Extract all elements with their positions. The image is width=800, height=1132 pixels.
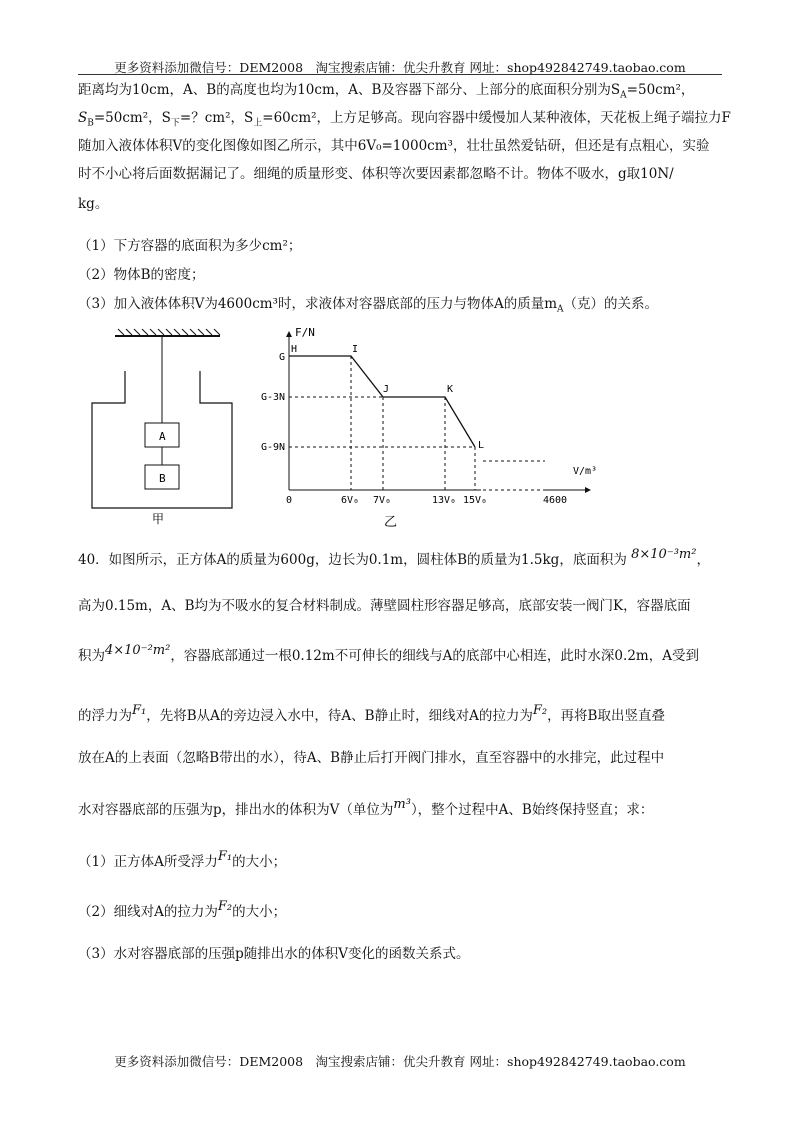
q40-line6: 水对容器底部的压强为p，排出水的体积为V（单位为m³），整个过程中A、B始终保持竖直；求： — [78, 797, 654, 818]
page-header: 更多资料添加微信号：DEM2008 淘宝搜索店铺：优尖升教育 网址：shop492842749.taobao.com — [114, 60, 686, 75]
header-rule — [78, 74, 722, 75]
q39-sub1: （1）下方容器的底面积为多少cm²； — [78, 238, 302, 254]
math-8e-3: 8×10⁻³m² — [631, 547, 697, 562]
q39-line1: 距离均为10cm，A、B的高度也均为10cm，A、B及容器下部分、上部分的底面积分别为$S_A=50cm^2$， — [78, 82, 695, 101]
point-h: H — [291, 344, 298, 355]
point-j: J — [383, 384, 390, 395]
q40-sub1: （1）正方体A所受浮力F₁的大小； — [78, 849, 287, 870]
q40-line3: 积为4×10⁻²m²，容器底部通过一根0.12m不可伸长的细线与A的底部中心相连，此时水深0.2m，A受到 — [78, 643, 699, 664]
math-f2: F₂ — [532, 703, 548, 718]
figure-yi-caption: 乙 — [384, 515, 398, 530]
block-a-label: A — [159, 430, 166, 443]
point-l: L — [478, 440, 485, 451]
math-m3: m³ — [393, 797, 411, 812]
q40-line5: 放在A的上表面（忽略B带出的水），待A、B静止后打开阀门排水，直至容器中的水排完，此过程中 — [78, 750, 665, 766]
y-tick-g: G — [279, 352, 286, 363]
q40-sub2: （2）细线对A的拉力为F₂的大小； — [78, 899, 287, 920]
x-tick-4600: 4600 — [543, 495, 568, 506]
q39-sub2: （2）物体B的密度； — [78, 267, 205, 283]
block-b-label: B — [159, 472, 166, 485]
q40-line4: 的浮力为F₁，先将B从A的旁边浸入水中，待A、B静止时，细线对A的拉力为F₂，再将B取出竖直叠 — [78, 703, 665, 724]
x-tick-6v0: 6V₀ — [341, 495, 360, 506]
x-axis-label: V/m³ — [573, 466, 598, 477]
x-tick-13v0: 13V₀ — [432, 495, 457, 506]
x-tick-7v0: 7V₀ — [373, 495, 392, 506]
y-tick-g9: G-9N — [261, 442, 286, 453]
x-tick-0: 0 — [286, 495, 293, 506]
point-k: K — [447, 384, 454, 395]
q40-line2: 高为0.15m，A、B均为不吸水的复合材料制成。薄壁圆柱形容器足够高，底部安装一阀门K，容器底面 — [78, 598, 691, 614]
q39-sub3: （3）加入液体体积V为4600cm³时，求液体对容器底部的压力与物体A的质量$m_A$（克）的关系。 — [78, 296, 659, 315]
q39-line2: $S_B=50cm^2$，$S_下=$？cm²，$S_上=60cm^2$，上方足够高。现向容器中缓慢加人某种液体，天花板上绳子端拉力F — [78, 110, 731, 129]
x-tick-15v0: 15V₀ — [463, 495, 488, 506]
figure-jia — [80, 328, 260, 528]
math-4e-2: 4×10⁻²m² — [105, 643, 171, 658]
y-axis-label: F/N — [295, 326, 315, 339]
q39-line5: kg。 — [78, 196, 109, 212]
figure-yi-graph — [255, 322, 615, 532]
math-f1-sub: F₁ — [217, 849, 233, 864]
q40-line1: 40．如图所示，正方体A的质量为600g，边长为0.1m，圆柱体B的质量为1.5kg，底面积为 8×10⁻³m²， — [78, 547, 710, 568]
q39-line4: 时不小心将后面数据漏记了。细绳的质量形变、体积等次要因素都忽略不计。物体不吸水，g取10N/ — [78, 166, 674, 182]
figure-jia-caption: 甲 — [152, 512, 165, 526]
y-tick-g3: G-3N — [261, 392, 286, 403]
page-footer: 更多资料添加微信号：DEM2008 淘宝搜索店铺：优尖升教育 网址：shop492842749.taobao.com — [114, 1054, 686, 1069]
math-f2-sub: F₂ — [217, 899, 233, 914]
point-i: I — [352, 344, 359, 355]
math-f1: F₁ — [132, 703, 147, 718]
force-curve — [289, 356, 475, 447]
q40-sub3: （3）水对容器底部的压强p随排出水的体积V变化的函数关系式。 — [78, 946, 470, 962]
q39-line3: 随加入液体体积V的变化图像如图乙所示，其中6V₀=1000cm³，壮壮虽然爱钻研，但还是有点粗心，实验 — [78, 138, 710, 154]
